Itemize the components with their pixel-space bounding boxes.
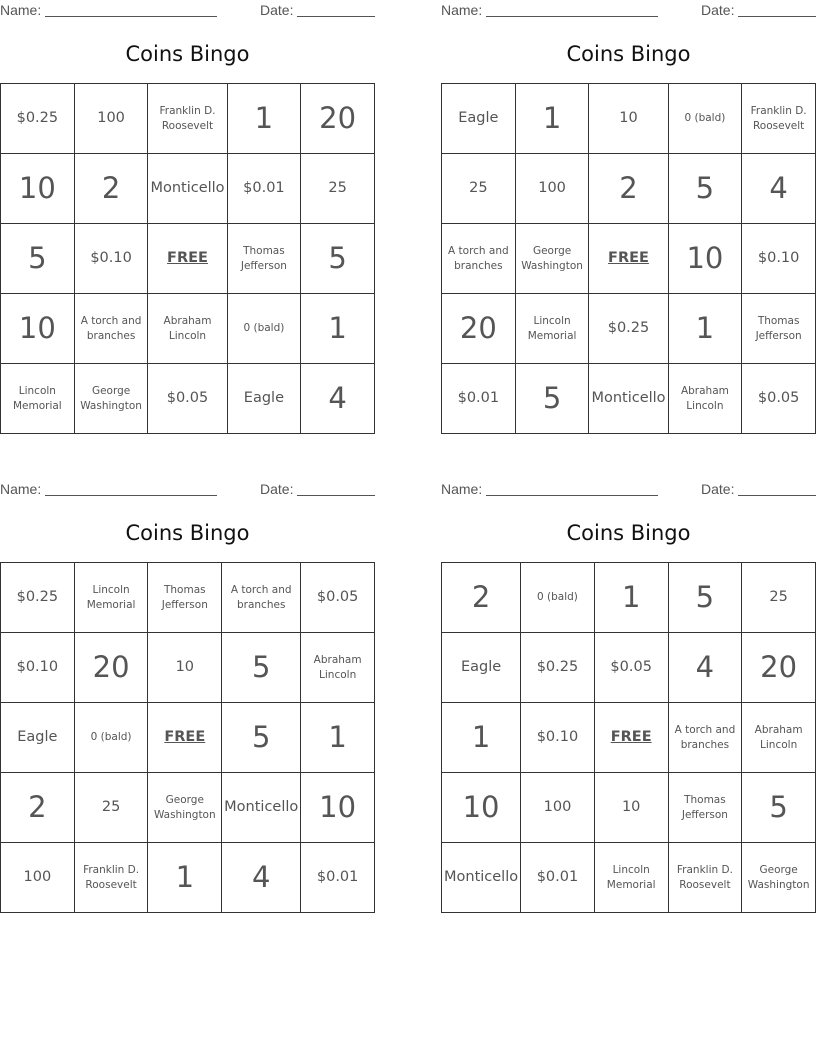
bingo-card-2 [441, 0, 816, 434]
bingo-cell[interactable]: 4 [222, 843, 301, 913]
bingo-cell[interactable]: 100 [516, 154, 590, 224]
bingo-cell[interactable]: Lincoln Memorial [1, 364, 75, 434]
name-field[interactable] [486, 495, 658, 496]
bingo-cell[interactable]: 5 [1, 224, 75, 294]
bingo-cell[interactable]: 10 [589, 84, 668, 154]
bingo-cell[interactable]: Monticello [589, 364, 668, 434]
bingo-cell[interactable]: Lincoln Memorial [75, 563, 149, 633]
bingo-cell[interactable]: 5 [742, 773, 816, 843]
bingo-cell[interactable]: Franklin D. Roosevelt [742, 84, 816, 154]
bingo-cell[interactable]: George Washington [516, 224, 590, 294]
bingo-cell[interactable]: A torch and branches [222, 563, 301, 633]
bingo-cell[interactable]: $0.05 [595, 633, 669, 703]
card-title: Coins Bingo [125, 42, 250, 66]
bingo-cell[interactable]: 1 [301, 294, 375, 364]
bingo-cell[interactable]: $0.05 [301, 563, 375, 633]
bingo-cell[interactable]: 25 [301, 154, 375, 224]
bingo-cell[interactable]: 0 (bald) [521, 563, 595, 633]
name-label: Name: [0, 481, 42, 497]
bingo-cell[interactable]: Lincoln Memorial [516, 294, 590, 364]
bingo-cell[interactable]: Monticello [222, 773, 301, 843]
bingo-cell[interactable]: 2 [442, 563, 521, 633]
bingo-cell[interactable]: 0 (bald) [669, 84, 743, 154]
bingo-cell[interactable]: 1 [595, 563, 669, 633]
bingo-cell[interactable]: 100 [75, 84, 149, 154]
date-field[interactable] [738, 16, 816, 17]
bingo-cell[interactable]: 25 [75, 773, 149, 843]
card-title: Coins Bingo [125, 521, 250, 545]
bingo-cell[interactable]: 10 [301, 773, 375, 843]
card-title: Coins Bingo [566, 521, 691, 545]
date-label: Date: [260, 481, 294, 497]
bingo-cell[interactable]: Franklin D. Roosevelt [669, 843, 743, 913]
bingo-cell[interactable]: Franklin D. Roosevelt [75, 843, 149, 913]
card-header [0, 2, 375, 20]
bingo-cell[interactable]: 10 [595, 773, 669, 843]
bingo-cell[interactable]: 10 [1, 154, 75, 224]
bingo-cell[interactable]: 5 [516, 364, 590, 434]
bingo-cell[interactable]: 2 [75, 154, 149, 224]
bingo-cell[interactable]: 20 [301, 84, 375, 154]
bingo-cell[interactable]: 1 [148, 843, 222, 913]
bingo-cell[interactable]: 1 [228, 84, 302, 154]
free-space[interactable]: FREE [148, 224, 227, 294]
date-label: Date: [260, 2, 294, 18]
bingo-cell[interactable]: 5 [669, 563, 743, 633]
bingo-cell[interactable]: $0.25 [589, 294, 668, 364]
free-space[interactable]: FREE [589, 224, 668, 294]
bingo-grid [0, 562, 375, 913]
bingo-grid [441, 562, 816, 913]
bingo-cell[interactable]: Abraham Lincoln [301, 633, 375, 703]
bingo-cell[interactable]: 1 [442, 703, 521, 773]
bingo-cell[interactable]: $0.10 [1, 633, 75, 703]
bingo-cell[interactable]: 20 [75, 633, 149, 703]
bingo-cell[interactable]: George Washington [742, 843, 816, 913]
bingo-cell[interactable]: Eagle [1, 703, 75, 773]
card-header [0, 481, 375, 499]
bingo-cell[interactable]: 5 [222, 703, 301, 773]
bingo-cell[interactable]: 20 [742, 633, 816, 703]
bingo-cell[interactable]: 4 [742, 154, 816, 224]
bingo-cell[interactable]: Eagle [442, 633, 521, 703]
bingo-cell[interactable]: $0.25 [1, 84, 75, 154]
bingo-cell[interactable]: $0.01 [442, 364, 516, 434]
bingo-cell[interactable]: Thomas Jefferson [148, 563, 222, 633]
name-field[interactable] [45, 16, 217, 17]
bingo-cell[interactable]: 5 [222, 633, 301, 703]
bingo-cell[interactable]: Thomas Jefferson [669, 773, 743, 843]
name-field[interactable] [45, 495, 217, 496]
bingo-grid [0, 83, 375, 434]
bingo-cell[interactable]: 2 [589, 154, 668, 224]
bingo-cell[interactable]: $0.25 [1, 563, 75, 633]
bingo-cell[interactable]: $0.05 [148, 364, 227, 434]
bingo-cell[interactable]: 10 [669, 224, 743, 294]
bingo-cell[interactable]: A torch and branches [442, 224, 516, 294]
date-field[interactable] [738, 495, 816, 496]
bingo-cell[interactable]: $0.05 [742, 364, 816, 434]
date-field[interactable] [297, 495, 375, 496]
bingo-cell[interactable]: $0.10 [521, 703, 595, 773]
free-space[interactable]: FREE [148, 703, 222, 773]
bingo-cell[interactable]: Eagle [442, 84, 516, 154]
bingo-cell[interactable]: George Washington [148, 773, 222, 843]
bingo-cell[interactable]: A torch and branches [669, 703, 743, 773]
bingo-cell[interactable]: 2 [1, 773, 75, 843]
bingo-cell[interactable]: 25 [442, 154, 516, 224]
card-title: Coins Bingo [566, 42, 691, 66]
bingo-grid [441, 83, 816, 434]
bingo-cell[interactable]: Thomas Jefferson [228, 224, 302, 294]
bingo-cell[interactable]: Abraham Lincoln [742, 703, 816, 773]
bingo-cell[interactable]: 10 [442, 773, 521, 843]
bingo-cell[interactable]: $0.01 [301, 843, 375, 913]
date-label: Date: [701, 2, 735, 18]
bingo-cell[interactable]: 10 [148, 633, 222, 703]
bingo-cell[interactable]: 5 [669, 154, 743, 224]
bingo-cell[interactable]: Abraham Lincoln [148, 294, 227, 364]
bingo-cell[interactable]: Eagle [228, 364, 302, 434]
name-field[interactable] [486, 16, 658, 17]
bingo-cell[interactable]: Monticello [442, 843, 521, 913]
name-label: Name: [441, 481, 483, 497]
bingo-card-4 [441, 479, 816, 913]
bingo-cell[interactable]: $0.10 [75, 224, 149, 294]
card-header [441, 2, 816, 20]
bingo-cell[interactable]: 4 [669, 633, 743, 703]
date-label: Date: [701, 481, 735, 497]
bingo-cell[interactable]: 5 [301, 224, 375, 294]
bingo-cell[interactable]: Monticello [148, 154, 227, 224]
bingo-cell[interactable]: 20 [442, 294, 516, 364]
card-header [441, 481, 816, 499]
bingo-cell[interactable]: Franklin D. Roosevelt [148, 84, 227, 154]
bingo-cell[interactable]: A torch and branches [75, 294, 149, 364]
bingo-cell[interactable]: 4 [301, 364, 375, 434]
bingo-cell[interactable]: $0.25 [521, 633, 595, 703]
bingo-cell[interactable]: 25 [742, 563, 816, 633]
bingo-card-1 [0, 0, 375, 434]
bingo-cell[interactable]: 100 [1, 843, 75, 913]
bingo-cell[interactable]: Abraham Lincoln [669, 364, 743, 434]
bingo-cell[interactable]: 1 [516, 84, 590, 154]
name-label: Name: [441, 2, 483, 18]
bingo-cell[interactable]: $0.10 [742, 224, 816, 294]
bingo-cell[interactable]: George Washington [75, 364, 149, 434]
bingo-cell[interactable]: Lincoln Memorial [595, 843, 669, 913]
date-field[interactable] [297, 16, 375, 17]
bingo-card-3 [0, 479, 375, 913]
bingo-cell[interactable]: $0.01 [521, 843, 595, 913]
bingo-cell[interactable]: $0.01 [228, 154, 302, 224]
bingo-cell[interactable]: 1 [301, 703, 375, 773]
bingo-cell[interactable]: 1 [669, 294, 743, 364]
bingo-cell[interactable]: 100 [521, 773, 595, 843]
bingo-cell[interactable]: 0 (bald) [228, 294, 302, 364]
free-space[interactable]: FREE [595, 703, 669, 773]
bingo-cell[interactable]: Thomas Jefferson [742, 294, 816, 364]
bingo-cell[interactable]: 10 [1, 294, 75, 364]
bingo-cell[interactable]: 0 (bald) [75, 703, 149, 773]
name-label: Name: [0, 2, 42, 18]
